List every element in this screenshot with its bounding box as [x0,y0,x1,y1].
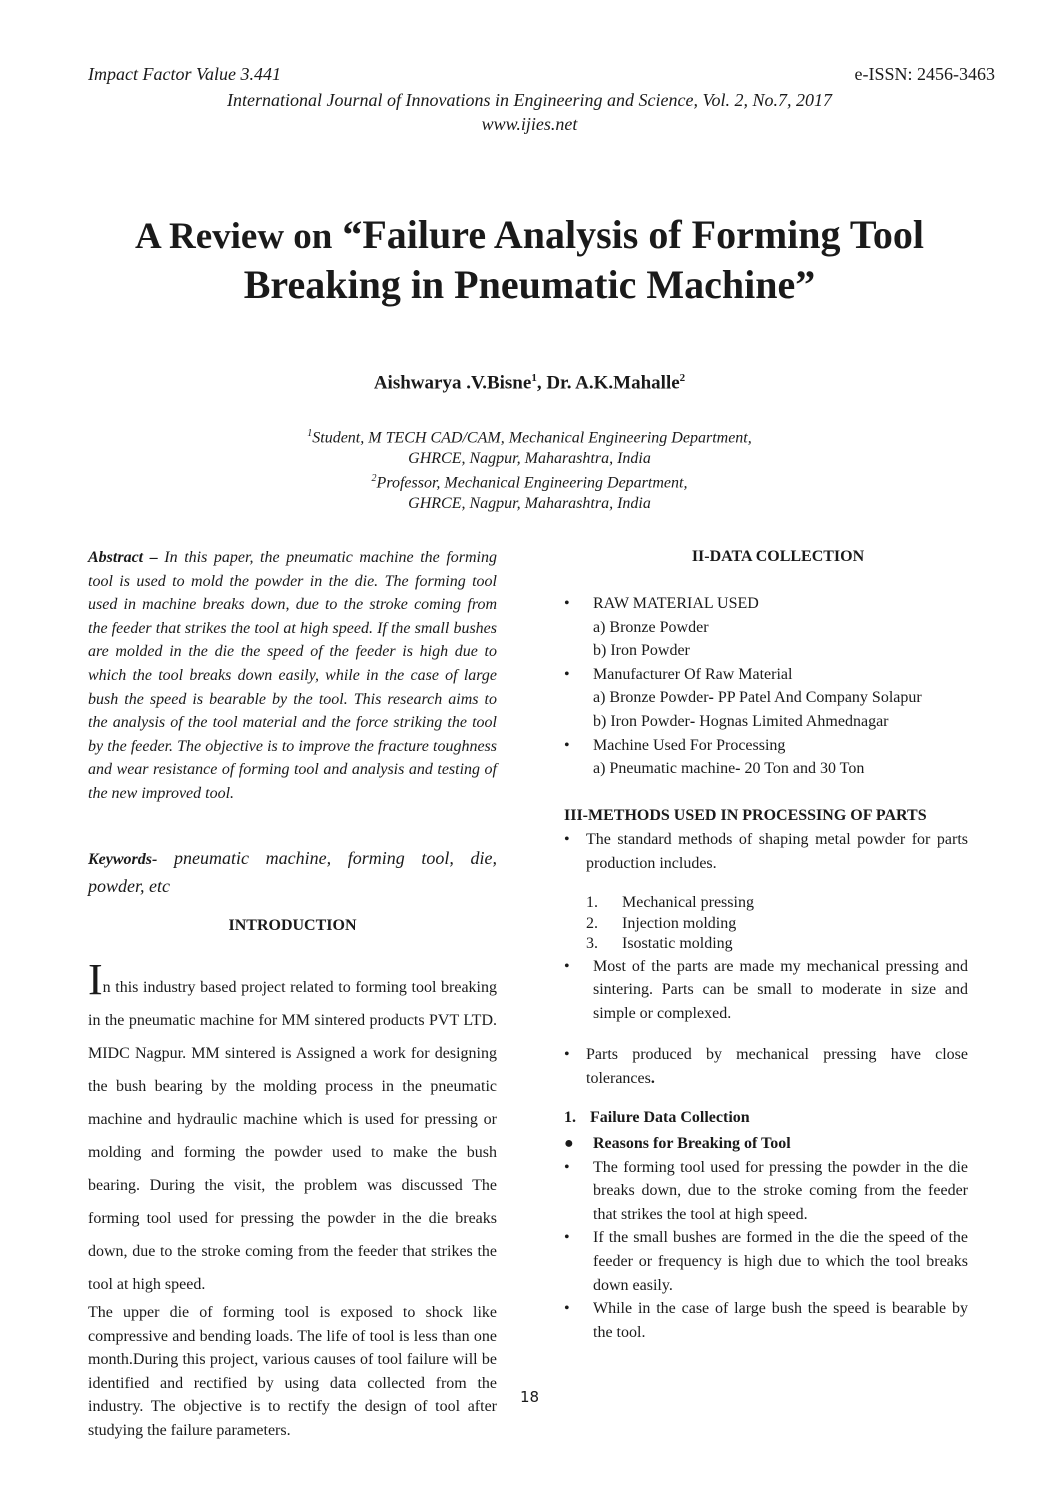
sub-item: b) Iron Powder- Hognas Limited Ahmednagar [593,712,889,730]
list-item: • While in the case of large bush the speed is bearable by the tool. [564,1300,968,1341]
abstract-text: In this paper, the pneumatic machine the forming tool is used to mold the powder in the die. The forming tool used in machine breaks down, due to the stroke coming from the feeder that strikes the tool at high speed. If the small bushes are molded in the die the speed of the feeder is high due to which the tool breaks down easily, while in the case of large bush the speed is bearable by the tool. This research aims to the analysis of the tool material and the force striking the tool by the feeder. The objective is to improve the fracture toughness and wear resistance of forming tool and analysis and testing of the new improved tool. [88,549,497,802]
methods-list [564,828,968,1091]
failure-heading: 1. Failure Data Collection [564,1109,750,1126]
affiliation-line: $^2$Professor, Mechanical Engineering Department, [371,473,688,492]
list-item: • Machine Used For Processing [564,736,786,754]
keywords-label: Keywords- [88,851,158,868]
title-prefix: A Review on [135,216,333,257]
abstract-label: Abstract – [88,549,158,566]
list-item: • Most of the parts are made my mechanical pressing and sintering. Parts can be small to moderate in size and simple or complexed. [564,957,968,1022]
list-item: ● Reasons for Breaking of Tool [564,1135,791,1152]
list-item: • The forming tool used for pressing the powder in the die breaks down, due to the stroke coming from the feeder that strikes the tool at high speed. [564,1158,968,1223]
list-item: • Manufacturer Of Raw Material [564,665,793,683]
keywords-text: pneumatic machine, forming tool, die, powder, etc [88,848,497,896]
affiliation-line: GHRCE, Nagpur, Maharashtra, India [408,449,651,467]
list-item: • RAW MATERIAL USED [564,595,759,612]
affiliation-line: $^1$Student, M TECH CAD/CAM, Mechanical Engineering Department, [307,428,752,447]
introduction-heading: INTRODUCTION [228,917,357,934]
keywords [88,845,497,899]
author-sep: , [536,372,547,394]
affiliations [0,424,1059,515]
author-1-sup: 1 [531,372,537,384]
introduction-body [88,955,497,1443]
page-number: 18 [519,1388,540,1406]
drop-cap: I [88,955,103,1004]
sub-item: a) Bronze Powder [593,618,709,636]
numbered-item: 2. Injection molding [586,914,737,932]
journal-website: www.ijies.net [481,114,578,134]
data-collection-list [564,592,968,781]
list-item: • The standard methods of shaping metal powder for parts production includes. [564,831,968,872]
author-1: Aishwarya .V.Bisne [373,372,532,394]
impact-factor: Impact Factor Value 3.441 [88,64,281,84]
methods-heading: III-METHODS USED IN PROCESSING OF PARTS [564,807,927,824]
intro-paragraph-2: The upper die of forming tool is exposed to shock like compressive and bending loads. The life of tool is less than one month.During this project, various causes of tool failure will be identified and rectified by using data collected from the industry. The objective is to rectify the design of tool after studying the failure parameters. [88,1304,497,1439]
abstract [88,546,497,806]
sub-item: a) Bronze Powder- PP Patel And Company Solapur [593,689,922,707]
failure-list [564,1132,968,1344]
numbered-item: 1. Mechanical pressing [586,894,754,912]
author-2-sup: 2 [679,372,686,384]
numbered-item: 3. Isostatic molding [586,935,733,953]
sub-item: a) Pneumatic machine- 20 Ton and 30 Ton [593,760,865,778]
paper-title-line2: Breaking in Pneumatic Machine” [243,262,816,307]
data-collection-heading: II-DATA COLLECTION [691,548,865,565]
list-item: • Parts produced by mechanical pressing have close tolerances. [564,1046,968,1088]
paper-title-line1 [0,211,1059,261]
authors [0,372,1059,394]
list-item: • If the small bushes are formed in the die the speed of the feeder or frequency is high due to which the tool breaks down easily. [564,1229,968,1294]
title-main: “Failure Analysis of Forming Tool [342,212,924,257]
intro-paragraph-1: In this industry based project related to forming tool breaking in the pneumatic machine for MM sintered products PVT LTD. MIDC Nagpur. MM sintered is Assigned a work for designing the bush bearing by the molding process in the pneumatic machine and hydraulic machine which is used for pressing or molding and forming the powder used to make the bush bearing. During the visit, the problem was discussed The forming tool used for pressing the powder in the die breaks down, due to the stroke coming from the feeder that strikes the tool at high speed. [88,955,497,1293]
sub-item: b) Iron Powder [593,642,690,660]
issn: e-ISSN: 2456-3463 [854,64,995,84]
journal-name: International Journal of Innovations in Engineering and Science, Vol. 2, No.7, 2017 [227,90,832,110]
author-2: Dr. A.K.Mahalle [546,372,680,394]
affiliation-line: GHRCE, Nagpur, Maharashtra, India [408,495,651,513]
